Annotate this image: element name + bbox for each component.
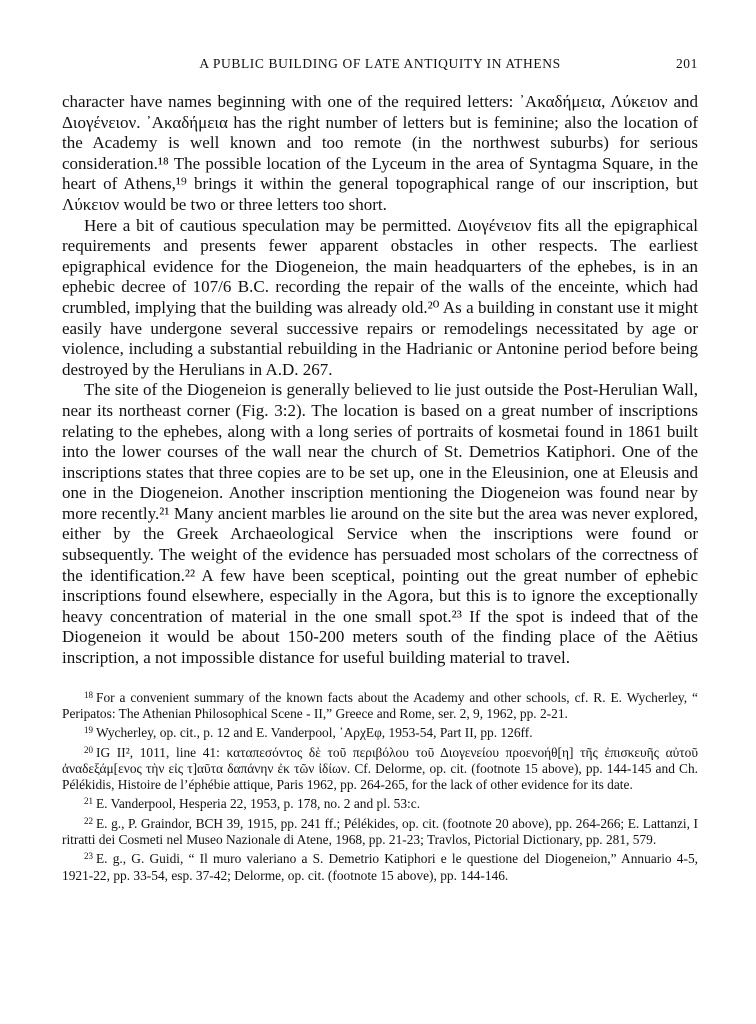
footnote-number: 18 bbox=[84, 689, 93, 700]
footnotes bbox=[62, 687, 698, 884]
footnote-number: 19 bbox=[84, 725, 93, 736]
page-number: 201 bbox=[675, 56, 698, 71]
paragraph: The site of the Diogeneion is generally believed to lie just outside the Post-Herulian Wall, near its northeast corner (Fig. 3:2). The location is based on a great number of inscriptions relating to the ephebes, along with a long series of portraits of kosmetai found in 1861 built into the lower courses of the wall near the church of St. Demetrios Katiphori. One of the inscriptions states that three copies are to be set up, one in the Eleusinion, one at Eleusis and one in the Diogeneion. Another inscription mentioning the Diogeneion was found near by more recently.²¹ Many ancient marbles lie around on the site but the area was never explored, either by the Greek Archaeological Service when the inscriptions were found or subsequently. The weight of the evidence has persuaded most scholars of the correctness of the identification.²² A few have been sceptical, pointing out the great number of ephebic inscriptions found elsewhere, especially in the Agora, but this is to ignore the exceptionally heavy concentration of material in the one small spot.²³ If the spot is indeed that of the Diogeneion it would be about 150-200 meters south of the finding place of the Aëtius inscription, a not impossible distance for useful building material to travel. bbox=[62, 380, 698, 668]
page bbox=[62, 56, 698, 884]
footnote-text: E. Vanderpool, Hesperia 22, 1953, p. 178, no. 2 and pl. 53:c. bbox=[96, 796, 421, 812]
footnote-text: IG II², 1011, line 41: καταπεσόντος δὲ τοῦ περιβόλου τοῦ Διογενείου προενοήθ[η] τῆς ἐπισκευῆς αὐτοῦ ἀναδεξάμ[ενος τὴν εἰς τ]αῦτα δαπάνην ἐκ τῶν ἰδίων. Cf. Delorme, op. cit. (footnote 15 above), pp. 144-145 and Ch. Pélékidis, Histoire de l’éphébie attique, Paris 1962, pp. 264-265, for the lack of other evidence for its date. bbox=[62, 744, 698, 793]
footnote-text: For a convenient summary of the known facts about the Academy and other schools, cf. R. E. Wycherley, “ Peripatos: The Athenian Philosophical Scene - II,” Greece and Rome, ser. 2, 9, 1962, pp. 2-21. bbox=[62, 689, 698, 721]
footnote-text: Wycherley, op. cit., p. 12 and E. Vanderpool, ᾿ΑρχΕφ, 1953-54, Part II, pp. 126ff. bbox=[96, 725, 533, 741]
footnote-number: 23 bbox=[84, 851, 93, 862]
footnote bbox=[62, 722, 698, 741]
footnote bbox=[62, 687, 698, 723]
footnote-number: 20 bbox=[84, 744, 93, 755]
footnote bbox=[62, 793, 698, 812]
footnote-number: 22 bbox=[84, 815, 93, 826]
footnote bbox=[62, 813, 698, 849]
body-text bbox=[62, 92, 698, 669]
footnote bbox=[62, 742, 698, 794]
footnote-number: 21 bbox=[84, 796, 93, 807]
paragraph: Here a bit of cautious speculation may be permitted. Διογένειον fits all the epigraphical requirements and presents fewer apparent obstacles in other respects. The earliest epigraphical evidence for the Diogeneion, the main headquarters of the ephebes, is in an ephebic decree of 107/6 B.C. recording the repair of the walls of the enceinte, which had crumbled, implying that the building was already old.²⁰ As a building in constant use it might easily have undergone several successive repairs or remodelings necessitated by age or violence, including a substantial rebuilding in the Hadrianic or Antonine period before being destroyed by the Herulians in A.D. 267. bbox=[62, 215, 698, 379]
footnote-text: E. g., G. Guidi, “ Il muro valeriano a S. Demetrio Katiphori e le questione del Diogeneion,” Annuario 4-5, 1921-22, pp. 33-54, esp. 37-42; Delorme, op. cit. (footnote 15 above), pp. 144-146. bbox=[62, 851, 698, 883]
running-title: A PUBLIC BUILDING OF LATE ANTIQUITY IN ATHENS bbox=[199, 56, 561, 71]
running-head bbox=[62, 56, 698, 80]
paragraph: character have names beginning with one of the required letters: ᾿Ακαδήμεια, Λύκειον and Διογένειον. ᾿Ακαδήμεια has the right number of letters but is feminine; also the location of the Academy is well known and too remote (in the northwest suburbs) for serious consideration.¹⁸ The possible location of the Lyceum in the area of Syntagma Square, in the heart of Athens,¹⁹ brings it within the general topographical range of our inscription, but Λύκειον would be two or three letters too short. bbox=[62, 92, 698, 214]
footnote-text: E. g., P. Graindor, BCH 39, 1915, pp. 241 ff.; Pélékides, op. cit. (footnote 20 above), pp. 264-266; E. Lattanzi, I ritratti dei Cosmeti nel Museo Nazionale di Atene, 1968, pp. 21-23; Travlos, Pictorial Dictionary, pp. 281, 579. bbox=[62, 815, 698, 847]
footnote bbox=[62, 848, 698, 884]
